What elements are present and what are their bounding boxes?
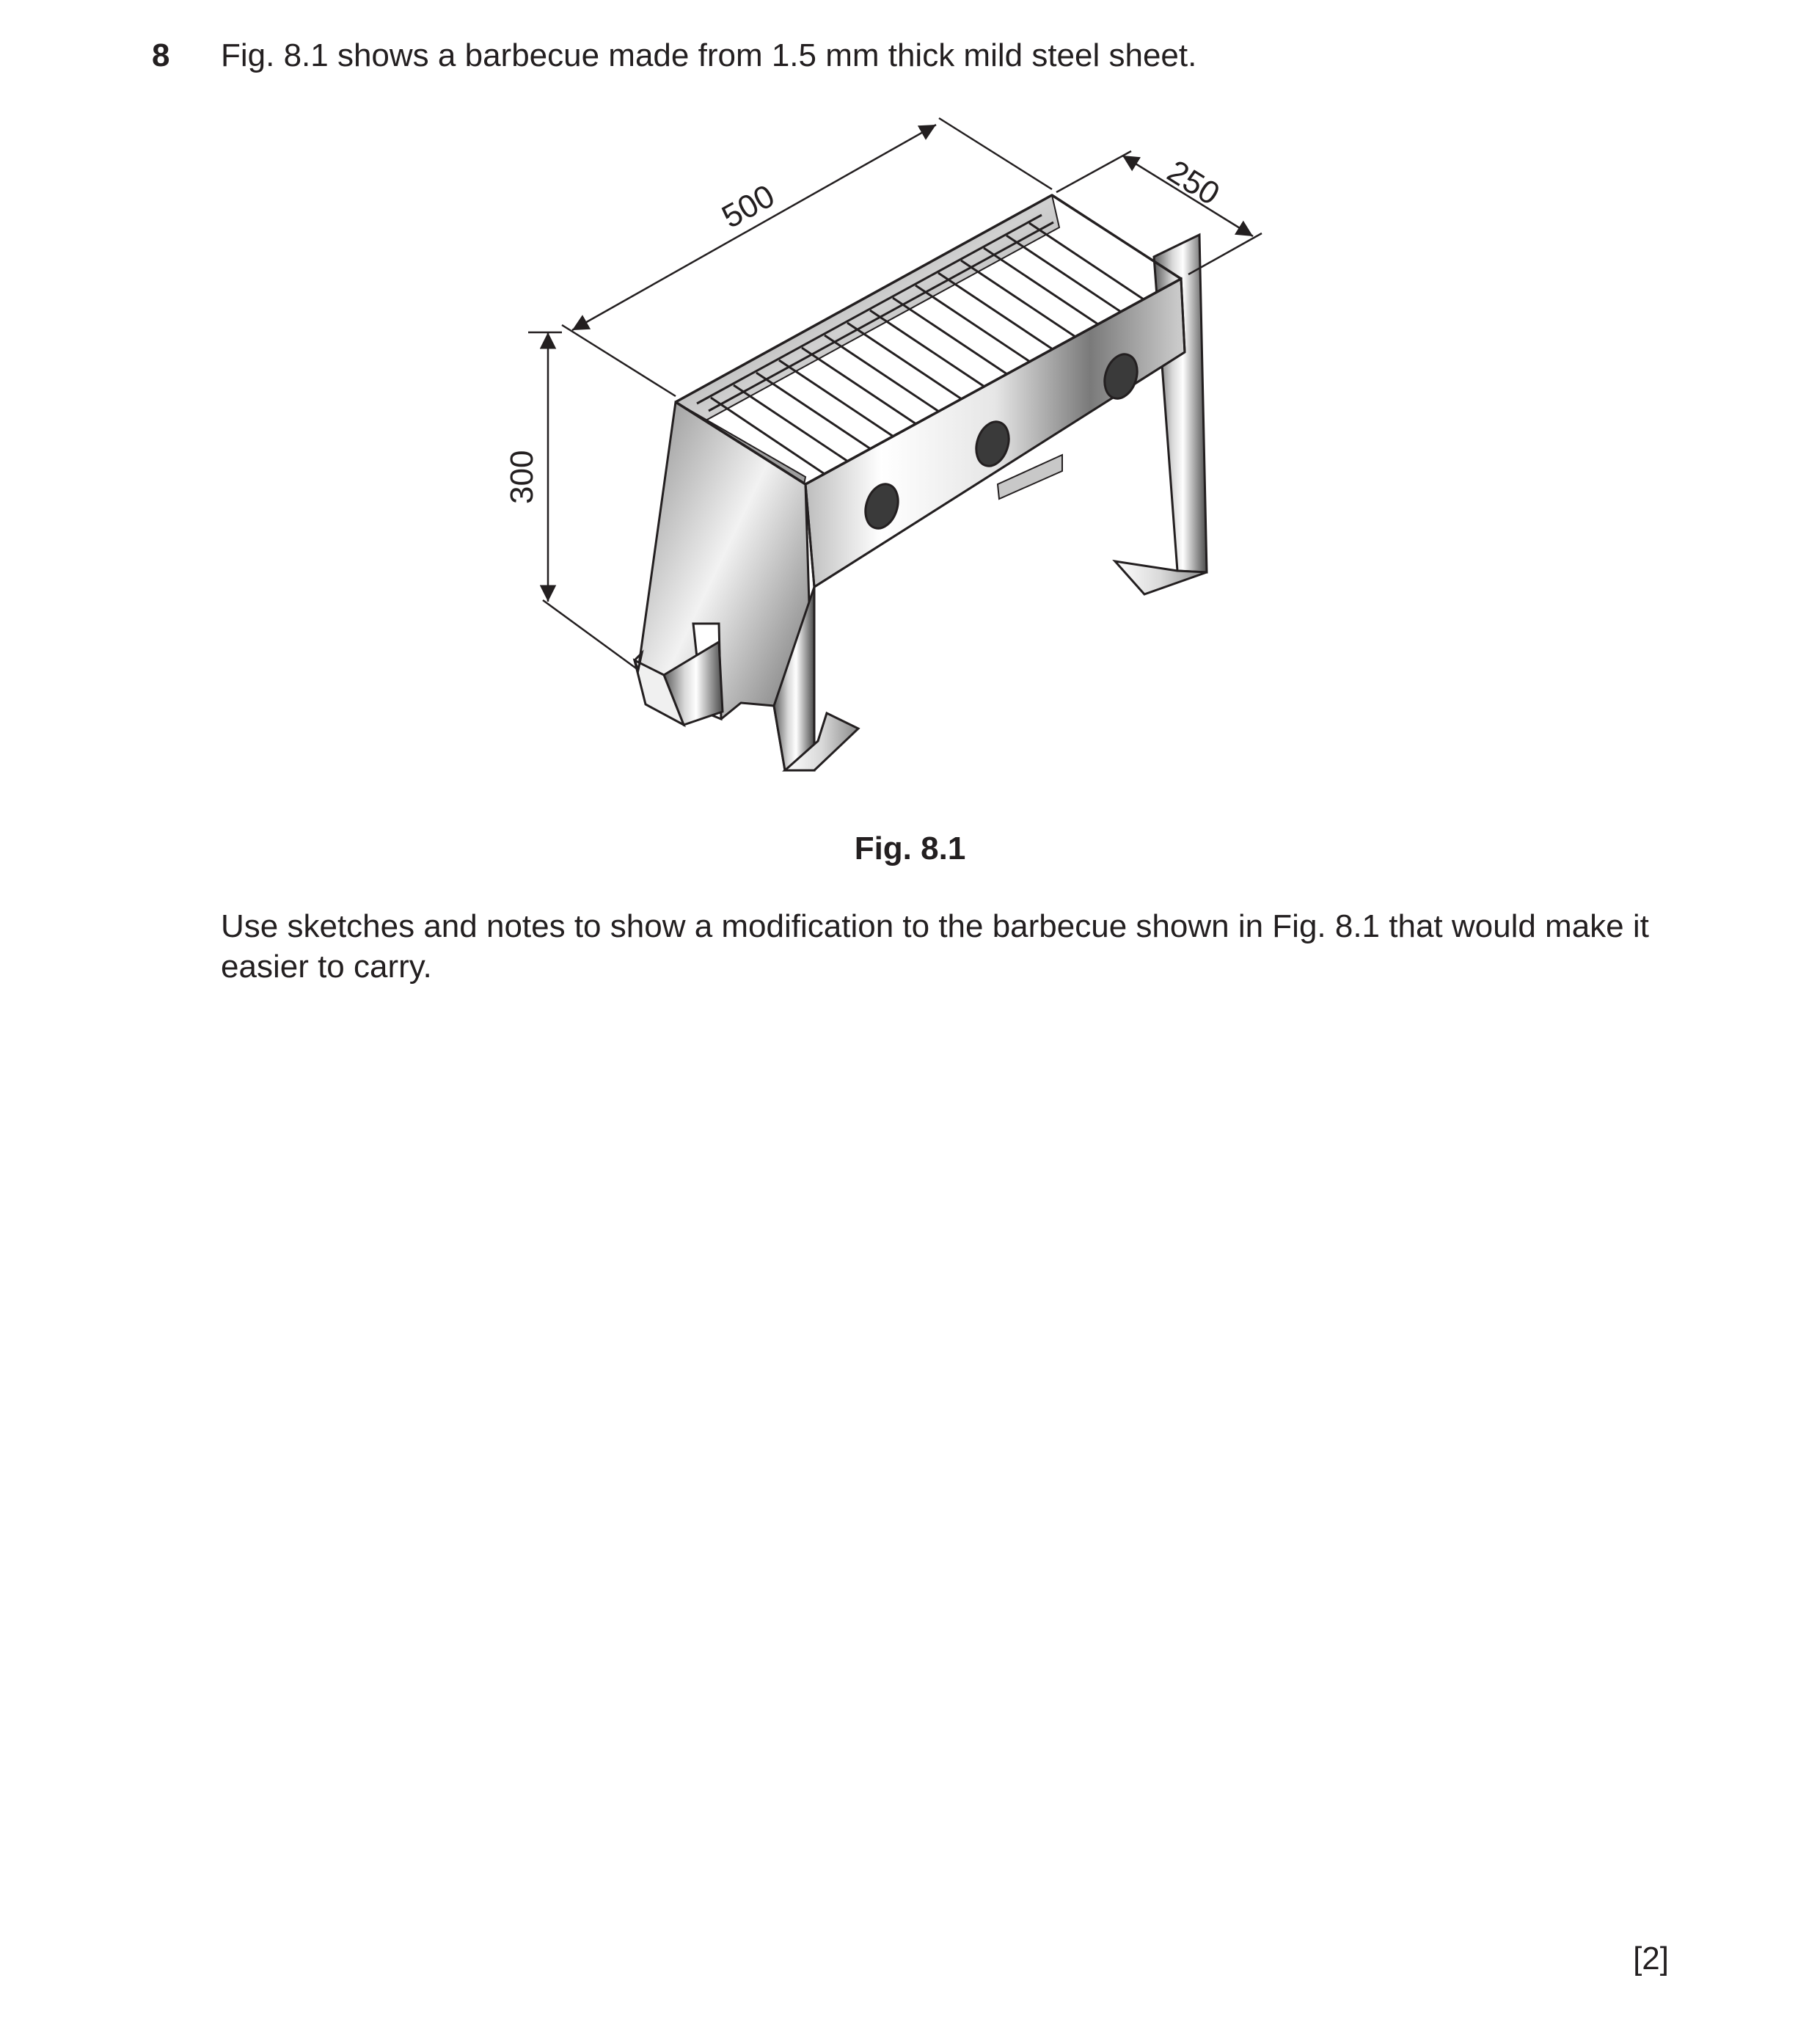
dimension-width-label: 250 xyxy=(1161,153,1226,213)
question-number: 8 xyxy=(152,37,170,73)
question-task: Use sketches and notes to show a modification to the barbecue shown in Fig. 8.1 that would make it easier to carry. xyxy=(221,908,1649,985)
figure-caption: Fig. 8.1 xyxy=(854,831,966,866)
dimension-height xyxy=(528,332,638,670)
question-intro: Fig. 8.1 shows a barbecue made from 1.5 mm thick mild steel sheet. xyxy=(221,37,1197,73)
marks-allocation: [2] xyxy=(1633,1941,1669,1977)
dimension-height-label: 300 xyxy=(504,450,540,504)
dimension-length-label: 500 xyxy=(716,178,781,236)
barbecue-figure xyxy=(499,110,1350,785)
